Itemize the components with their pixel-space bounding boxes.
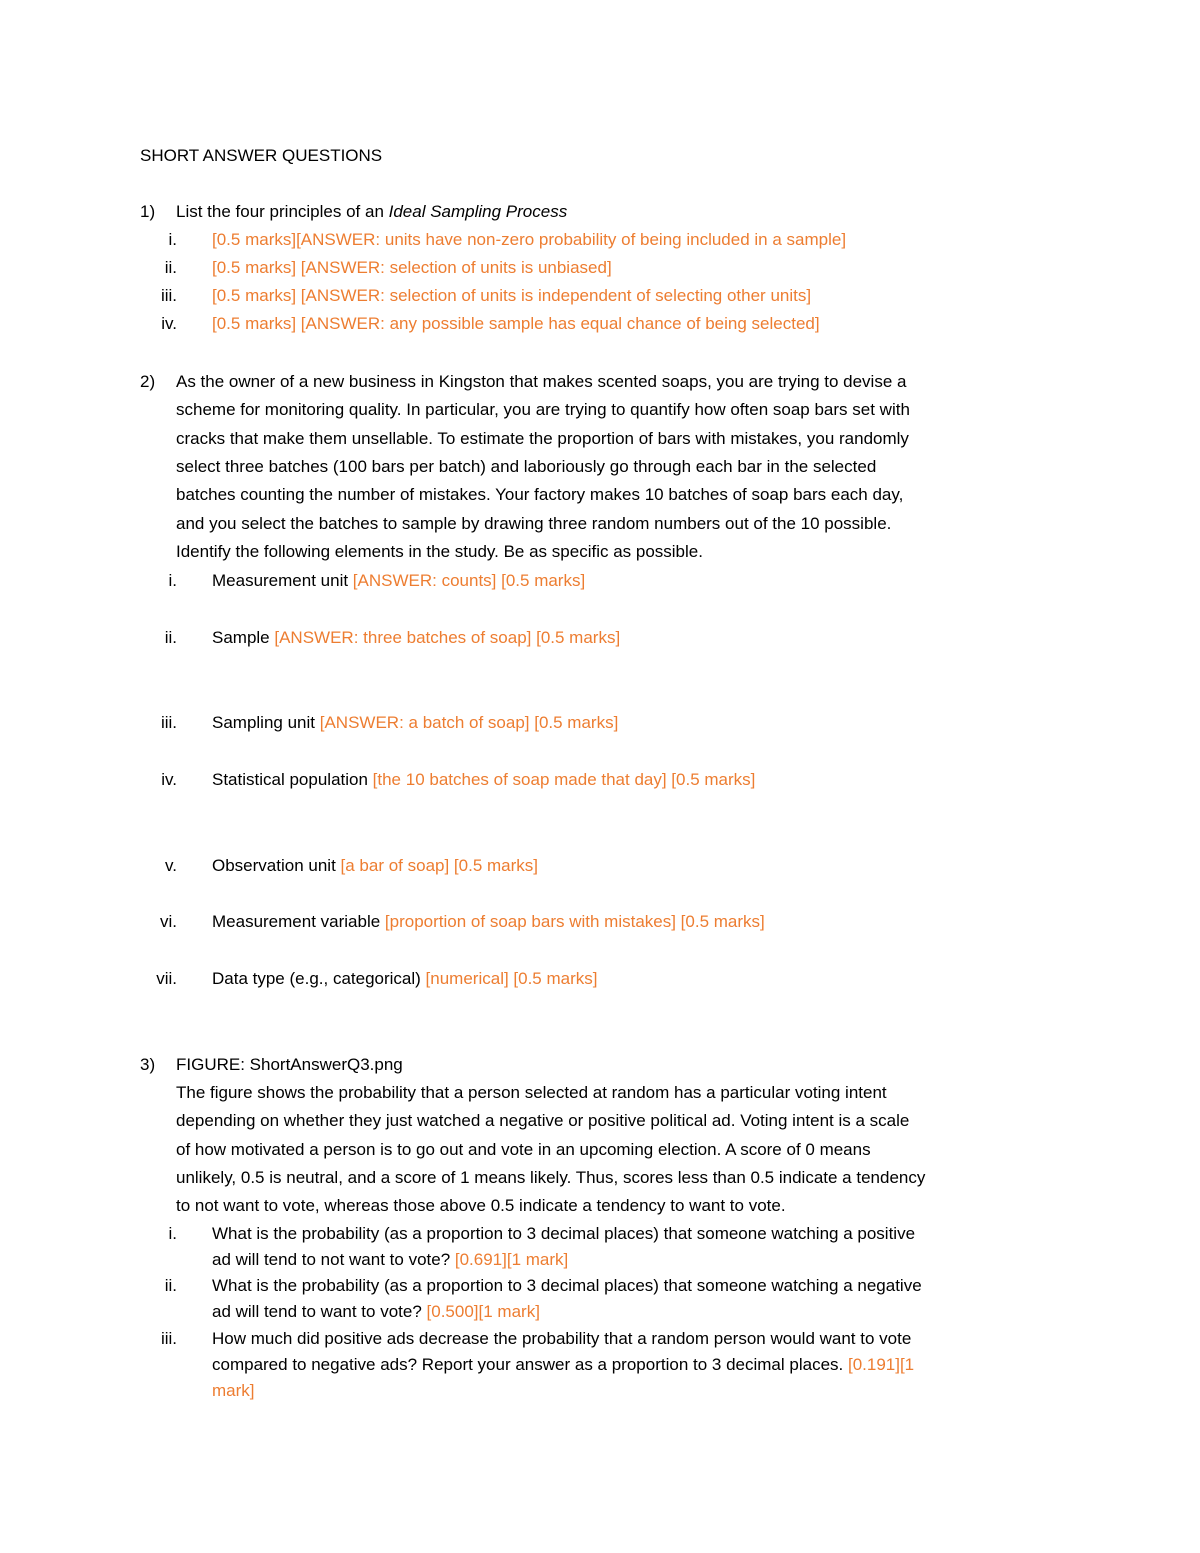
q2-item: [212, 570, 585, 592]
q3-item-number: iii.: [160, 1329, 177, 1348]
q2-item: [212, 968, 598, 990]
q1-item-number: ii.: [164, 258, 177, 277]
q3-item-text: ad will tend to want to vote?: [212, 1302, 427, 1321]
q2-item-number: iv.: [161, 770, 177, 789]
q3-item-answer-continued: mark]: [212, 1381, 255, 1400]
question-2-text-line: scheme for monitoring quality. In particular, you are trying to quantify how often soap bars set with: [176, 400, 910, 419]
q1-item-number: iii.: [160, 286, 177, 305]
q2-item-number: v.: [165, 856, 177, 875]
q2-item-number: vii.: [156, 969, 177, 988]
q2-item: [212, 855, 538, 877]
q2-item-answer: [proportion of soap bars with mistakes] [0.5 marks]: [384, 912, 765, 931]
q2-item-label: Sample: [212, 628, 275, 647]
question-2-text-line: select three batches (100 bars per batch) and laboriously go through each bar in the selected: [176, 457, 877, 476]
q2-item-answer: [ANSWER: counts] [0.5 marks]: [352, 571, 586, 590]
q3-item-text: ad will tend to not want to vote?: [212, 1250, 455, 1269]
q1-item-answer: [0.5 marks][ANSWER: units have non-zero probability of being included in a sample]: [212, 230, 847, 249]
question-3-text-line: depending on whether they just watched a negative or positive political ad. Voting intent is a scale: [176, 1111, 910, 1130]
question-3-text-line: of how motivated a person is to go out and vote in an upcoming election. A score of 0 means: [176, 1140, 871, 1159]
q3-item-text: compared to negative ads? Report your answer as a proportion to 3 decimal places.: [212, 1355, 848, 1374]
q2-item-label: Data type (e.g., categorical): [212, 969, 426, 988]
q1-item-answer: [0.5 marks] [ANSWER: selection of units is unbiased]: [212, 258, 612, 277]
q3-item-answer: [0.691][1 mark]: [454, 1250, 569, 1269]
question-1-prompt: [176, 201, 567, 223]
q2-item-number: ii.: [164, 628, 177, 647]
q2-item: [212, 712, 618, 734]
question-2-text-line: and you select the batches to sample by drawing three random numbers out of the 10 possible.: [176, 514, 892, 533]
question-3-text-line: unlikely, 0.5 is neutral, and a score of 1 means likely. Thus, scores less than 0.5 indicate a tendency: [176, 1168, 926, 1187]
q2-item-answer: [a bar of soap] [0.5 marks]: [340, 856, 538, 875]
q2-item-answer: [ANSWER: a batch of soap] [0.5 marks]: [319, 713, 619, 732]
q2-item: [212, 627, 620, 649]
question-2-text-line: Identify the following elements in the study. Be as specific as possible.: [176, 542, 703, 561]
q1-item-answer: [0.5 marks] [ANSWER: any possible sample has equal chance of being selected]: [212, 314, 820, 333]
q3-item-line: [212, 1301, 540, 1323]
q2-item-label: Measurement variable: [212, 912, 385, 931]
q3-item-answer: [0.500][1 mark]: [426, 1302, 540, 1321]
q2-item-answer: [the 10 batches of soap made that day] [0.5 marks]: [372, 770, 756, 789]
q3-item-line: What is the probability (as a proportion to 3 decimal places) that someone watching a negative: [212, 1276, 922, 1295]
q3-item-answer: [0.191][1: [847, 1355, 915, 1374]
q2-item-answer: [ANSWER: three batches of soap] [0.5 marks]: [274, 628, 621, 647]
question-2-text-line: cracks that make them unsellable. To estimate the proportion of bars with mistakes, you randomly: [176, 429, 909, 448]
question-2-text-line: As the owner of a new business in Kingston that makes scented soaps, you are trying to devise a: [176, 372, 907, 391]
q3-item-number: ii.: [164, 1276, 177, 1295]
q1-item-answer: [0.5 marks] [ANSWER: selection of units is independent of selecting other units]: [212, 286, 812, 305]
q3-item-number: i.: [168, 1224, 177, 1243]
q2-item-number: vi.: [160, 912, 177, 931]
q3-item-line: How much did positive ads decrease the probability that a random person would want to vote: [212, 1329, 912, 1348]
question-2-text-line: batches counting the number of mistakes. Your factory makes 10 batches of soap bars each day,: [176, 485, 904, 504]
question-2-number: 2): [140, 372, 156, 391]
q2-item: [212, 911, 765, 933]
q3-item-line: What is the probability (as a proportion to 3 decimal places) that someone watching a positive: [212, 1224, 916, 1243]
q3-item-line: [212, 1354, 914, 1376]
q2-item-label: Sampling unit: [212, 713, 320, 732]
section-heading: SHORT ANSWER QUESTIONS: [140, 146, 383, 165]
q3-item-line: [212, 1249, 568, 1271]
q2-item-label: Measurement unit: [212, 571, 353, 590]
question-3-text-line: The figure shows the probability that a person selected at random has a particular voting intent: [176, 1083, 887, 1102]
q2-item-label: Observation unit: [212, 856, 341, 875]
question-1-prompt-text: List the four principles of an: [176, 202, 389, 221]
question-3-text-line: to not want to vote, whereas those above 0.5 indicate a tendency to want to vote.: [176, 1196, 786, 1215]
q2-item: [212, 769, 755, 791]
question-3-number: 3): [140, 1055, 156, 1074]
question-1-prompt-italic: Ideal Sampling Process: [388, 202, 568, 221]
question-3-figure-reference: FIGURE: ShortAnswerQ3.png: [176, 1055, 403, 1074]
q2-item-answer: [numerical] [0.5 marks]: [425, 969, 598, 988]
q1-item-number: i.: [168, 230, 177, 249]
question-1-number: 1): [140, 202, 156, 221]
q2-item-label: Statistical population: [212, 770, 373, 789]
q1-item-number: iv.: [161, 314, 177, 333]
q2-item-number: i.: [168, 571, 177, 590]
q2-item-number: iii.: [160, 713, 177, 732]
